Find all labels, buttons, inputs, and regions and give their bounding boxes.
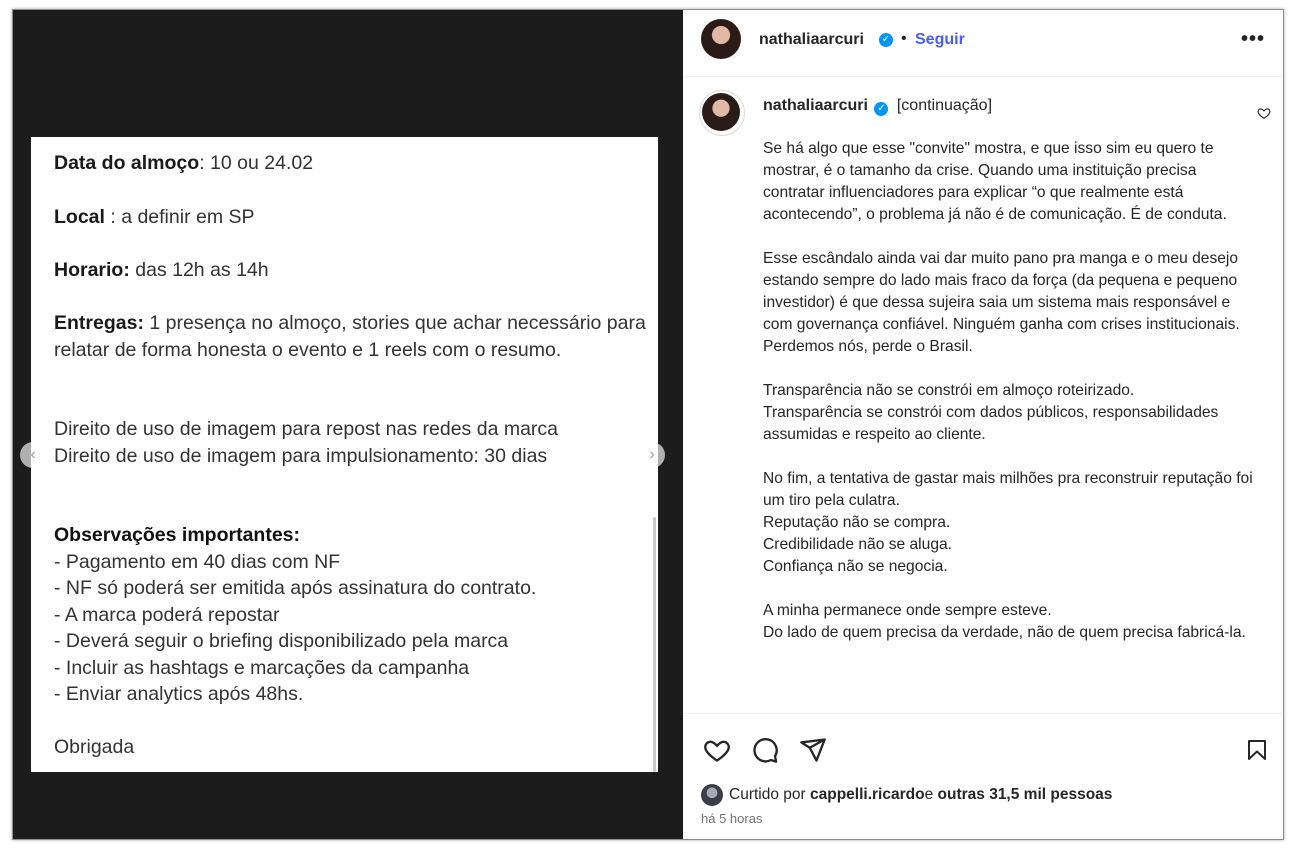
verified-badge-icon: ✓ [879,33,893,47]
liker-username[interactable]: cappelli.ricardo [810,786,925,803]
caption-text: Se há algo que esse "convite" mostra, e que isso sim eu quero te mostrar, é o tamanho da crise. Quando uma instituição precisa contratar influenciadores para explicar “o que realmente está acontecendo”, o problema já não é de comunicação. É de conduta. Esse escândalo ainda vai dar muito pano pra manga e o meu desejo estando sempre do lado mais fraco da força (da pequena e pequeno investidor) é que dessa sujeira saia um sistema mais responsável e com governança confiável. Ninguém ganha com crises institucionais. Perdemos nós, perde o Brasil. Transparência não se constrói em almoço roteirizado. Transparência se constrói com dados públicos, responsabilidades assumidas e respeito ao cliente. No fim, a tentativa de gastar mais milhões pra reconstruir reputação foi um tiro pela culatra. Reputação não se compra. Credibilidade não se aluga. Confiança não se negocia. A minha permanece onde sempre esteve. Do lado de quem precisa da verdade, não de quem precisa fabricá-la. [763,140,1253,641]
deliverables-value: 1 presença no almoço, stories que achar necessário para relatar de forma honesta o evento e 1 reels com o resumo. [54,312,646,361]
deliverables-label: Entregas: [54,312,144,334]
post-timestamp[interactable]: há 5 horas [701,811,763,826]
note-item: - A marca poderá repostar [54,603,280,626]
lunch-date-line [54,150,648,177]
likes-summary [701,784,1112,806]
location-label: Local [54,206,105,228]
avatar[interactable] [701,19,741,59]
post-media [13,10,683,839]
header-username[interactable]: nathaliaarcuri [759,31,864,48]
schedule-line [54,257,648,284]
liker-avatar[interactable] [701,784,723,806]
heart-icon[interactable] [703,736,731,764]
caption-head-text: [continuação] [896,97,993,114]
image-rights [54,416,648,469]
bookmark-icon[interactable] [1245,736,1269,764]
note-item: - NF só poderá ser emitida após assinatura do contrato. [54,577,537,599]
likes-middle: e [924,786,934,803]
rights-line: Direito de uso de imagem para impulsionamento: 30 dias [54,444,548,467]
follow-button[interactable]: Seguir [915,31,965,48]
note-item: - Deverá seguir o briefing disponibilizado pela marca [54,630,509,652]
note-item: - Incluir as hashtags e marcações da campanha [54,656,470,679]
verified-badge-icon: ✓ [874,102,888,116]
rights-line: Direito de uso de imagem para repost nas redes da marca [54,418,559,440]
document-image [31,137,658,772]
post-modal [12,9,1284,840]
comment-like-heart-icon[interactable] [1257,106,1271,120]
schedule-label: Horario: [54,259,130,281]
schedule-value: das 12h as 14h [129,259,269,281]
deliverables-line [54,310,648,363]
caption-avatar[interactable] [702,93,740,131]
note-item: - Enviar analytics após 48hs. [54,683,304,705]
lunch-date-value: : 10 ou 24.02 [199,152,314,174]
comment-icon[interactable] [751,736,779,764]
caption-header [763,97,992,116]
location-value: : a definir em SP [104,206,255,228]
notes-title: Observações importantes: [54,524,301,546]
note-item: - Pagamento em 40 dias com NF [54,550,341,573]
closing-line: Obrigada [54,736,135,758]
chevron-right-icon[interactable]: › [639,442,665,468]
chevron-left-icon[interactable]: ‹ [20,442,46,468]
caption-username[interactable]: nathaliaarcuri [763,97,868,114]
send-icon[interactable] [799,736,827,764]
lunch-date-label: Data do almoço [54,152,200,174]
post-header [683,10,1283,77]
post-side-panel [683,10,1283,839]
likes-prefix: Curtido por [729,786,806,803]
document-scrollbar [653,517,656,772]
more-options-icon[interactable]: ••• [1240,28,1265,50]
separator-dot: • [901,30,907,47]
notes-section [54,522,648,708]
action-bar [683,713,1283,840]
likes-others[interactable]: outras 31,5 mil pessoas [937,786,1113,803]
location-line [54,204,648,231]
